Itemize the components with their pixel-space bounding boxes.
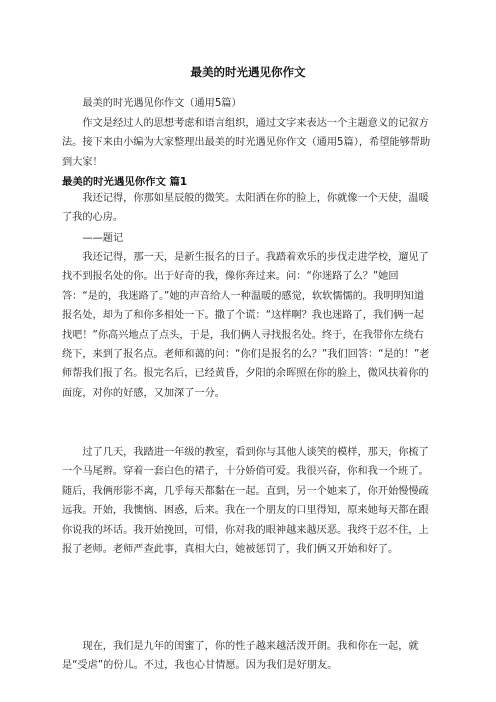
essay-paragraph: 我还记得，那一天，是新生报名的日子。我踏着欢乐的步伐走进学校，遛见了找不到报名处的你。出于好奇的我，像你奔过来。问：“你迷路了么？”她回答：“是的，我迷路了。”她的声音给人一种温暖的感觉，软软懦懦的。我明明知道报名处，却为了和你多相处一下。撒了个谎：“这样啊？我也迷路了，我们俩一起找吧！”你高兴地点了点头，于是，我们俩人寻找报名处。终于，在我带你左绕右绕下，来到了报名点。老师和蔼的问：“你们是报名的么？”我们回答：“是的！”老师帮我们报了名。报完名后，已经黄昏，夕阳的余晖照在你的脸上，微风扶着你的面庞，对你的好感，又加深了一分。 (62, 252, 430, 399)
epigraph-attribution: ——题记 (82, 233, 124, 244)
intro-paragraph: 作文是经过人的思想考虑和语言组织，通过文字来表达一个主题意义的记叙方法。接下来由小编为大家整理出最美的时光遇见你作文（通用5篇），希望能够帮助到大家！ (62, 118, 431, 168)
essay-paragraph: 过了几天，我踏进一年级的教室，看到你与其他人谈笑的模样，那天，你梳了一个马尾辫。穿着一套白色的裙子，十分娇俏可爱。我很兴奋，你和我一个班了。随后，我俩形影不离，几乎每天都黏在一起。直到，另一个她来了，你开始慢慢疏远我。开始，我懊恼、困惑，后来。我在一个朋友的口里得知，原来她每天都在跟你说我的坏话。我开始挽回，可惜，你对我的眼神越来越厌恶。我终于忍不住，上报了老师。老师严查此事，真相大白，她被惩罚了，我们俩又开始和好了。 (62, 447, 429, 556)
essay-paragraph: 现在，我们是九年的闺蜜了，你的性子越来越活泼开朗。我和你在一起，就是“受虐”的份儿。不过，我也心甘情愿。因为我们是好朋友。 (62, 641, 419, 672)
section-heading: 最美的时光遇见你作文 篇1 (62, 176, 188, 188)
essay-paragraph: 我还记得，你那如星辰般的微笑。太阳洒在你的脸上，你就像一个天使，温暖了我的心房。 (62, 193, 429, 224)
subtitle-paragraph: 最美的时光遇见你作文（通用5篇） (82, 98, 242, 109)
document-title: 最美的时光遇见你作文 (190, 65, 306, 79)
